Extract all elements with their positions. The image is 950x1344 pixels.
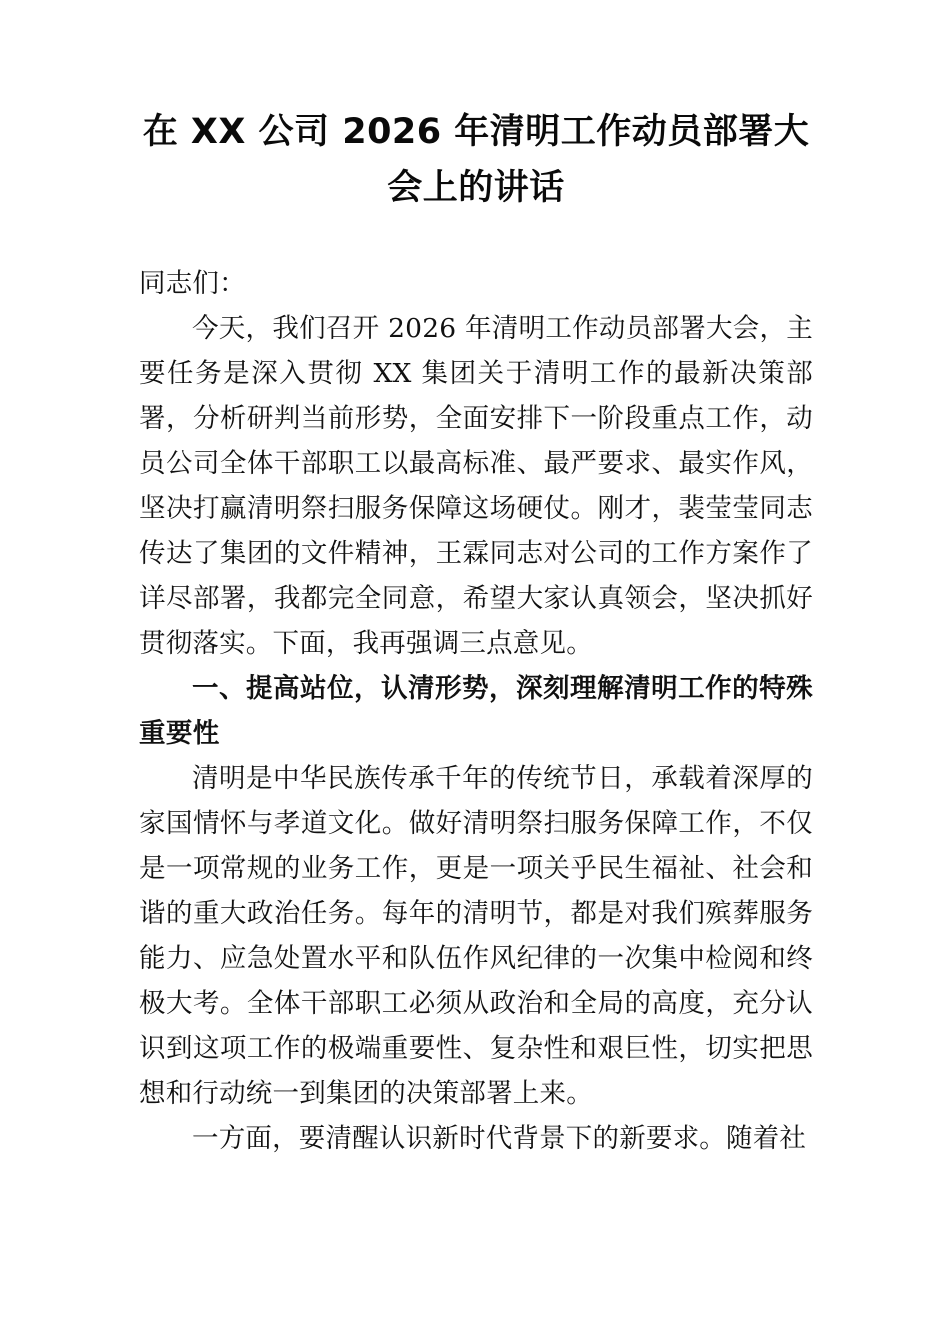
section-heading-one: 一、提高站位，认清形势，深刻理解清明工作的特殊重要性 [139,673,813,749]
document-title: 在 XX 公司 2026 年清明工作动员部署大会上的讲话 [142,112,810,208]
paragraph-section1-2: 一方面，要清醒认识新时代背景下的新要求。随着社 [192,1123,807,1154]
document-content-column [139,0,813,1161]
paragraph-section1-1: 清明是中华民族传承千年的传统节日，承载着深厚的家国情怀与孝道文化。做好清明祭扫服务保障工作，不仅是一项常规的业务工作，更是一项关乎民生福祉、社会和谐的重大政治任务。每年的清明节，都是对我们殡葬服务能力、应急处置水平和队伍作风纪律的一次集中检阅和终极大考。全体干部职工必须从政治和全局的高度，充分认识到这项工作的极端重要性、复杂性和艰巨性，切实把思想和行动统一到集团的决策部署上来。 [139,763,813,1109]
paragraph-opening: 今天，我们召开 2026 年清明工作动员部署大会，主要任务是深入贯彻 XX 集团关于清明工作的最新决策部署，分析研判当前形势，全面安排下一阶段重点工作，动员公司全体干部职工以最高标准、最严要求、最实作风，坚决打赢清明祭扫服务保障这场硬仗。刚才，裴莹莹同志传达了集团的文件精神，王霖同志对公司的工作方案作了详尽部署，我都完全同意，希望大家认真领会，坚决抓好贯彻落实。下面，我再强调三点意见。 [139,313,813,659]
salutation-line: 同志们： [139,268,246,299]
